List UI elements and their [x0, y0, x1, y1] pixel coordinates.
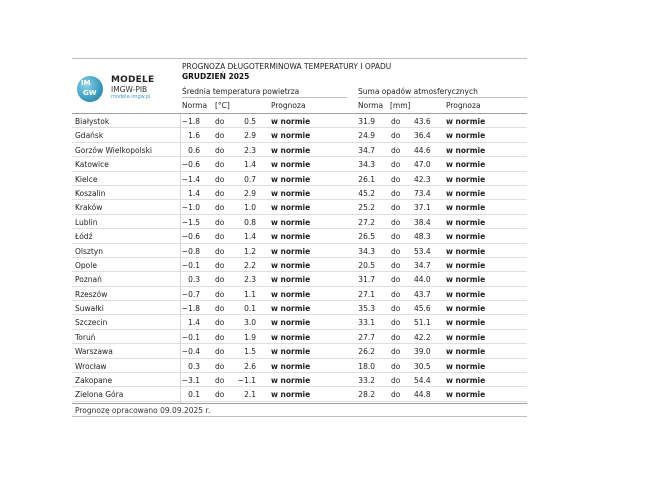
city-name: Katowice	[75, 160, 109, 170]
bottom-rule	[72, 416, 527, 417]
temperature-norm-header: Norma	[182, 101, 208, 110]
temperature-forecast: w normie	[271, 160, 311, 170]
precipitation-range-separator: do	[391, 347, 401, 357]
table-row	[72, 258, 527, 272]
city-name: Kielce	[75, 174, 98, 184]
precipitation-range-separator: do	[391, 246, 401, 256]
temperature-range-separator: do	[215, 289, 225, 299]
city-name: Warszawa	[75, 347, 113, 357]
temperature-forecast: w normie	[271, 232, 311, 242]
table-row	[72, 114, 527, 128]
precipitation-norm-max: 43.7	[414, 289, 431, 299]
precipitation-forecast: w normie	[446, 145, 486, 155]
temperature-norm-min: 0.3	[188, 275, 200, 285]
temperature-range-separator: do	[215, 160, 225, 170]
temperature-norm-max: 2.9	[244, 188, 256, 198]
precipitation-norm-min: 25.2	[358, 203, 375, 213]
precipitation-forecast: w normie	[446, 188, 486, 198]
precipitation-range-separator: do	[391, 332, 401, 342]
temperature-norm-min: −0.8	[181, 246, 200, 256]
logo-text	[111, 76, 154, 100]
temperature-norm-min: −1.8	[181, 117, 200, 126]
precipitation-heading: Suma opadów atmosferycznych	[358, 87, 478, 96]
temperature-forecast: w normie	[271, 318, 311, 328]
city-name: Olsztyn	[75, 246, 103, 256]
temperature-norm-max: 1.4	[244, 160, 256, 170]
temperature-norm-max: 2.3	[244, 275, 256, 285]
precipitation-range-separator: do	[391, 260, 401, 270]
precipitation-norm-min: 33.2	[358, 376, 375, 386]
temperature-norm-max: 0.5	[244, 117, 256, 126]
table-row	[72, 186, 527, 200]
precipitation-unit-header: [mm]	[390, 101, 411, 110]
precipitation-norm-max: 44.0	[414, 275, 431, 285]
precipitation-norm-min: 26.1	[358, 174, 375, 184]
city-name: Wrocław	[75, 361, 107, 371]
precipitation-range-separator: do	[391, 304, 401, 314]
city-name: Gorzów Wielkopolski	[75, 145, 152, 155]
temperature-heading: Średnia temperatura powietrza	[182, 87, 300, 96]
city-name: Toruń	[75, 332, 96, 342]
precipitation-forecast: w normie	[446, 376, 486, 386]
city-name: Gdańsk	[75, 131, 104, 141]
precipitation-range-separator: do	[391, 390, 401, 400]
temperature-norm-min: −0.6	[181, 160, 200, 170]
precipitation-forecast: w normie	[446, 332, 486, 342]
precipitation-norm-max: 48.3	[414, 232, 431, 242]
temperature-norm-max: −1.1	[237, 376, 256, 386]
temperature-range-separator: do	[215, 332, 225, 342]
city-name: Opole	[75, 260, 97, 270]
temperature-forecast: w normie	[271, 304, 311, 314]
title-line2: GRUDZIEŃ 2025	[182, 72, 250, 81]
temperature-range-separator: do	[215, 275, 225, 285]
table-row	[72, 359, 527, 373]
temperature-norm-min: −0.1	[181, 260, 200, 270]
precipitation-forecast: w normie	[446, 275, 486, 285]
city-name: Poznań	[75, 275, 102, 285]
temperature-forecast: w normie	[271, 117, 311, 126]
precipitation-norm-min: 34.3	[358, 160, 375, 170]
temperature-norm-max: 2.9	[244, 131, 256, 141]
temperature-forecast: w normie	[271, 174, 311, 184]
temperature-range-separator: do	[215, 232, 225, 242]
temperature-norm-min: −1.8	[181, 304, 200, 314]
temperature-forecast: w normie	[271, 332, 311, 342]
temperature-norm-min: −0.1	[181, 332, 200, 342]
temperature-norm-min: 0.1	[188, 390, 200, 400]
precipitation-forecast: w normie	[446, 117, 486, 126]
table-row	[72, 315, 527, 329]
precipitation-norm-max: 34.7	[414, 260, 431, 270]
precipitation-range-separator: do	[391, 160, 401, 170]
temperature-forecast: w normie	[271, 246, 311, 256]
city-name: Rzeszów	[75, 289, 108, 299]
precipitation-norm-max: 51.1	[414, 318, 431, 328]
precipitation-range-separator: do	[391, 275, 401, 285]
temperature-norm-max: 2.6	[244, 361, 256, 371]
table-row	[72, 229, 527, 243]
table-row	[72, 344, 527, 358]
precipitation-forecast: w normie	[446, 246, 486, 256]
logo-line3: modele.imgw.pl	[111, 93, 151, 100]
precipitation-range-separator: do	[391, 318, 401, 328]
precipitation-norm-max: 44.6	[414, 145, 431, 155]
temperature-norm-max: 1.4	[244, 232, 256, 242]
temperature-range-separator: do	[215, 188, 225, 198]
temperature-range-separator: do	[215, 347, 225, 357]
table-row	[72, 301, 527, 315]
city-name: Zakopane	[75, 376, 113, 386]
logo-badge-top: IM	[81, 79, 91, 87]
temperature-norm-max: 2.3	[244, 145, 256, 155]
temperature-forecast-header: Prognoza	[271, 101, 306, 110]
table-row	[72, 143, 527, 157]
precipitation-norm-min: 26.2	[358, 347, 375, 357]
precipitation-norm-max: 42.2	[414, 332, 431, 342]
temperature-norm-min: 0.3	[188, 361, 200, 371]
precipitation-forecast: w normie	[446, 232, 486, 242]
precipitation-range-separator: do	[391, 376, 401, 386]
table-row	[72, 387, 527, 401]
precipitation-forecast: w normie	[446, 318, 486, 328]
precipitation-range-separator: do	[391, 203, 401, 213]
precipitation-norm-header: Norma	[358, 101, 384, 110]
temperature-norm-max: 0.7	[244, 174, 256, 184]
precipitation-range-separator: do	[391, 232, 401, 242]
temperature-range-separator: do	[215, 117, 225, 126]
city-name: Koszalin	[75, 188, 106, 198]
imgw-logo	[77, 76, 177, 104]
precipitation-norm-max: 36.4	[414, 131, 431, 141]
table-row	[72, 244, 527, 258]
table-row	[72, 172, 527, 186]
precipitation-forecast: w normie	[446, 347, 486, 357]
footer-rule	[72, 403, 527, 404]
temperature-norm-max: 1.0	[244, 203, 256, 213]
precipitation-forecast: w normie	[446, 160, 486, 170]
temperature-range-separator: do	[215, 217, 225, 227]
logo-badge-bottom: GW	[83, 89, 97, 97]
temperature-range-separator: do	[215, 376, 225, 386]
precipitation-norm-min: 31.7	[358, 275, 375, 285]
city-name: Lublin	[75, 217, 98, 227]
city-name: Szczecin	[75, 318, 108, 328]
precipitation-range-separator: do	[391, 131, 401, 141]
footer-note: Prognozę opracowano 09.09.2025 r.	[75, 406, 211, 415]
temperature-range-separator: do	[215, 361, 225, 371]
temperature-norm-max: 1.2	[244, 246, 256, 256]
temperature-norm-max: 1.9	[244, 332, 256, 342]
top-rule	[72, 58, 527, 59]
temperature-norm-max: 1.5	[244, 347, 256, 357]
temperature-forecast: w normie	[271, 361, 311, 371]
temperature-forecast: w normie	[271, 131, 311, 141]
table-row	[72, 215, 527, 229]
precipitation-range-separator: do	[391, 117, 401, 126]
city-name: Zielona Góra	[75, 390, 124, 400]
temperature-forecast: w normie	[271, 275, 311, 285]
precipitation-forecast-header: Prognoza	[446, 101, 481, 110]
temperature-range-separator: do	[215, 174, 225, 184]
precipitation-norm-max: 42.3	[414, 174, 431, 184]
temperature-forecast: w normie	[271, 390, 311, 400]
temperature-range-separator: do	[215, 246, 225, 256]
temperature-range-separator: do	[215, 203, 225, 213]
temperature-forecast: w normie	[271, 347, 311, 357]
temperature-norm-min: −1.5	[181, 217, 200, 227]
temperature-norm-min: −0.7	[181, 289, 200, 299]
logo-line1: MODELE	[111, 75, 155, 85]
precipitation-norm-min: 34.3	[358, 246, 375, 256]
title-line1: PROGNOZA DŁUGOTERMINOWA TEMPERATURY I OPADU	[182, 62, 392, 71]
precipitation-norm-min: 35.3	[358, 304, 375, 314]
forecast-table-body	[72, 114, 527, 402]
table-row	[72, 373, 527, 387]
precipitation-heading-rule	[358, 97, 527, 98]
precipitation-norm-max: 45.6	[414, 304, 431, 314]
temperature-range-separator: do	[215, 318, 225, 328]
precipitation-norm-max: 43.6	[414, 117, 431, 126]
precipitation-norm-max: 53.4	[414, 246, 431, 256]
temperature-norm-max: 1.1	[244, 289, 256, 299]
temperature-norm-min: −0.4	[181, 347, 200, 357]
precipitation-norm-min: 27.1	[358, 289, 375, 299]
document-title	[182, 62, 391, 82]
precipitation-norm-max: 47.0	[414, 160, 431, 170]
temperature-norm-min: 0.6	[188, 145, 200, 155]
temperature-range-separator: do	[215, 145, 225, 155]
temperature-forecast: w normie	[271, 188, 311, 198]
temperature-norm-min: −1.0	[181, 203, 200, 213]
precipitation-norm-min: 20.5	[358, 260, 375, 270]
temperature-forecast: w normie	[271, 289, 311, 299]
temperature-norm-max: 2.1	[244, 390, 256, 400]
precipitation-range-separator: do	[391, 217, 401, 227]
table-row	[72, 200, 527, 214]
precipitation-norm-min: 45.2	[358, 188, 375, 198]
table-row	[72, 128, 527, 142]
city-name: Kraków	[75, 203, 103, 213]
imgw-badge-icon	[77, 76, 103, 102]
temperature-range-separator: do	[215, 304, 225, 314]
precipitation-norm-max: 44.8	[414, 390, 431, 400]
temperature-norm-max: 2.2	[244, 260, 256, 270]
precipitation-norm-min: 27.7	[358, 332, 375, 342]
precipitation-range-separator: do	[391, 145, 401, 155]
temperature-norm-min: −3.1	[181, 376, 200, 386]
table-row	[72, 272, 527, 286]
table-row	[72, 157, 527, 171]
temperature-forecast: w normie	[271, 217, 311, 227]
table-row	[72, 330, 527, 344]
temperature-range-separator: do	[215, 131, 225, 141]
precipitation-norm-max: 54.4	[414, 376, 431, 386]
temperature-heading-rule	[182, 97, 347, 98]
precipitation-norm-max: 37.1	[414, 203, 431, 213]
precipitation-forecast: w normie	[446, 304, 486, 314]
precipitation-norm-min: 33.1	[358, 318, 375, 328]
precipitation-range-separator: do	[391, 289, 401, 299]
temperature-norm-min: −1.4	[181, 174, 200, 184]
city-name: Suwałki	[75, 304, 104, 314]
city-name: Białystok	[75, 117, 110, 126]
temperature-forecast: w normie	[271, 260, 311, 270]
precipitation-norm-max: 39.0	[414, 347, 431, 357]
temperature-norm-max: 3.0	[244, 318, 256, 328]
temperature-forecast: w normie	[271, 203, 311, 213]
logo-line2: IMGW-PIB	[111, 85, 148, 94]
temperature-norm-min: −0.6	[181, 232, 200, 242]
precipitation-norm-max: 30.5	[414, 361, 431, 371]
precipitation-forecast: w normie	[446, 260, 486, 270]
precipitation-norm-min: 27.2	[358, 217, 375, 227]
precipitation-range-separator: do	[391, 174, 401, 184]
precipitation-norm-min: 31.9	[358, 117, 375, 126]
precipitation-norm-min: 24.9	[358, 131, 375, 141]
precipitation-forecast: w normie	[446, 390, 486, 400]
precipitation-norm-max: 73.4	[414, 188, 431, 198]
precipitation-forecast: w normie	[446, 289, 486, 299]
precipitation-norm-min: 28.2	[358, 390, 375, 400]
precipitation-norm-max: 38.4	[414, 217, 431, 227]
precipitation-norm-min: 26.5	[358, 232, 375, 242]
table-row	[72, 287, 527, 301]
city-name: Łódź	[75, 232, 93, 242]
city-column-divider	[180, 114, 181, 403]
temperature-range-separator: do	[215, 390, 225, 400]
temperature-range-separator: do	[215, 260, 225, 270]
precipitation-forecast: w normie	[446, 174, 486, 184]
temperature-norm-max: 0.1	[244, 304, 256, 314]
temperature-unit-header: [°C]	[215, 101, 230, 110]
precipitation-forecast: w normie	[446, 131, 486, 141]
precipitation-range-separator: do	[391, 188, 401, 198]
precipitation-forecast: w normie	[446, 203, 486, 213]
precipitation-forecast: w normie	[446, 217, 486, 227]
temperature-forecast: w normie	[271, 145, 311, 155]
temperature-norm-max: 0.8	[244, 217, 256, 227]
precipitation-forecast: w normie	[446, 361, 486, 371]
temperature-norm-min: 1.6	[188, 131, 200, 141]
temperature-forecast: w normie	[271, 376, 311, 386]
precipitation-range-separator: do	[391, 361, 401, 371]
temperature-norm-min: 1.4	[188, 188, 200, 198]
precipitation-norm-min: 18.0	[358, 361, 375, 371]
precipitation-norm-min: 34.7	[358, 145, 375, 155]
temperature-norm-min: 1.4	[188, 318, 200, 328]
